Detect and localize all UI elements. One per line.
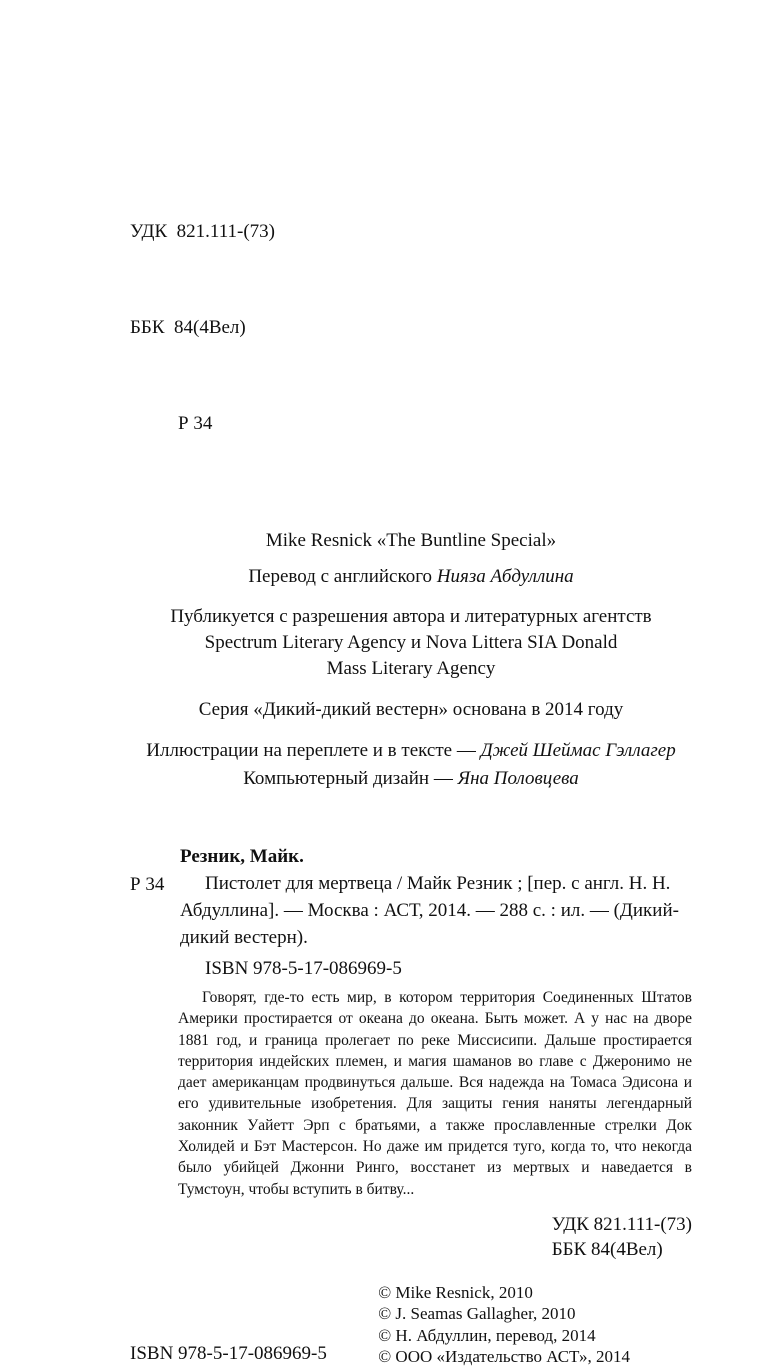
copyright-block	[378, 1282, 630, 1368]
copyright-line: © ООО «Издательство АСТ», 2014	[378, 1347, 630, 1367]
copyright-line: © Н. Абдуллин, перевод, 2014	[378, 1325, 596, 1345]
copyright-line: © J. Seamas Gallagher, 2010	[378, 1304, 576, 1324]
isbn-bottom: ISBN 978-5-17-086969-5	[130, 1342, 327, 1364]
translation-line	[130, 566, 692, 588]
catalog-isbn: ISBN 978-5-17-086969-5	[205, 958, 402, 979]
rights-line-3: Mass Literary Agency	[326, 658, 496, 679]
catalog-author: Резник, Майк.	[180, 846, 304, 867]
rights-line-2: Spectrum Literary Agency и Nova Littera SIA Donald	[204, 632, 618, 653]
catalog-code: Р 34	[130, 874, 165, 895]
bbk-top: ББК 84(4Вел)	[130, 317, 246, 338]
design-prefix: Компьютерный дизайн —	[243, 768, 458, 789]
illustrator-name: Джей Шеймас Гэллагер	[480, 740, 676, 761]
udk-bottom: УДК 821.111-(73)	[551, 1213, 692, 1235]
series-line: Серия «Дикий-дикий вестерн» основана в 2014 году	[198, 699, 624, 720]
bottom-row	[130, 1282, 692, 1368]
designer-name: Яна Половцева	[457, 768, 579, 789]
design-line	[130, 765, 692, 793]
copyright-line: © Mike Resnick, 2010	[378, 1282, 533, 1302]
catalog-description: Пистолет для мертвеца / Майк Резник ; [пер. с англ. Н. Н. Абдуллина]. — Москва : АСТ, 2014. — 288 с. : ил. — (Дикий-дикий вестерн).	[180, 873, 679, 948]
top-codes-block	[130, 152, 692, 504]
catalog-card	[130, 843, 692, 1200]
bottom-codes-block	[552, 1212, 692, 1262]
imprint-header	[130, 530, 692, 793]
original-title: Mike Resnick «The Buntline Special»	[265, 530, 557, 551]
translator-name: Нияза Абдуллина	[436, 566, 574, 587]
book-code-top: Р 34	[178, 413, 213, 434]
udk-top: УДК 821.111-(73)	[130, 221, 275, 242]
illustrations-prefix: Иллюстрации на переплете и в тексте —	[146, 740, 481, 761]
credits-block	[130, 737, 692, 793]
translation-prefix: Перевод с английского	[248, 566, 437, 587]
bottom-codes-wrap	[130, 1212, 692, 1262]
annotation-text: Говорят, где-то есть мир, в котором территория Соединенных Штатов Америки простирается от океана до океана. Быть может. А у нас на дворе 1881 год, и граница пролегает по реке Миссисипи. Дальше простирается территория индейских племен, и магия шаманов во главе с Джеронимо не дает американцам продвинуться дальше. Вся надежда на Томаса Эдисона и его удивительные изобретения. Для защиты гения наняты легендарный законник Уайетт Эрп с братьями, а также прославленные стрелки Док Холидей и Бэт Мастерсон. Но даже им придется туго, когда то, что некогда было убийцей Джонни Ринго, восстанет из мертвых и наведается в Тумстоун, чтобы вступить в битву...	[178, 989, 692, 1198]
rights-block	[130, 604, 692, 682]
illustrations-line	[130, 737, 692, 765]
rights-line-1: Публикуется с разрешения автора и литературных агентств	[170, 606, 652, 627]
bbk-bottom: ББК 84(4Вел)	[551, 1238, 663, 1260]
